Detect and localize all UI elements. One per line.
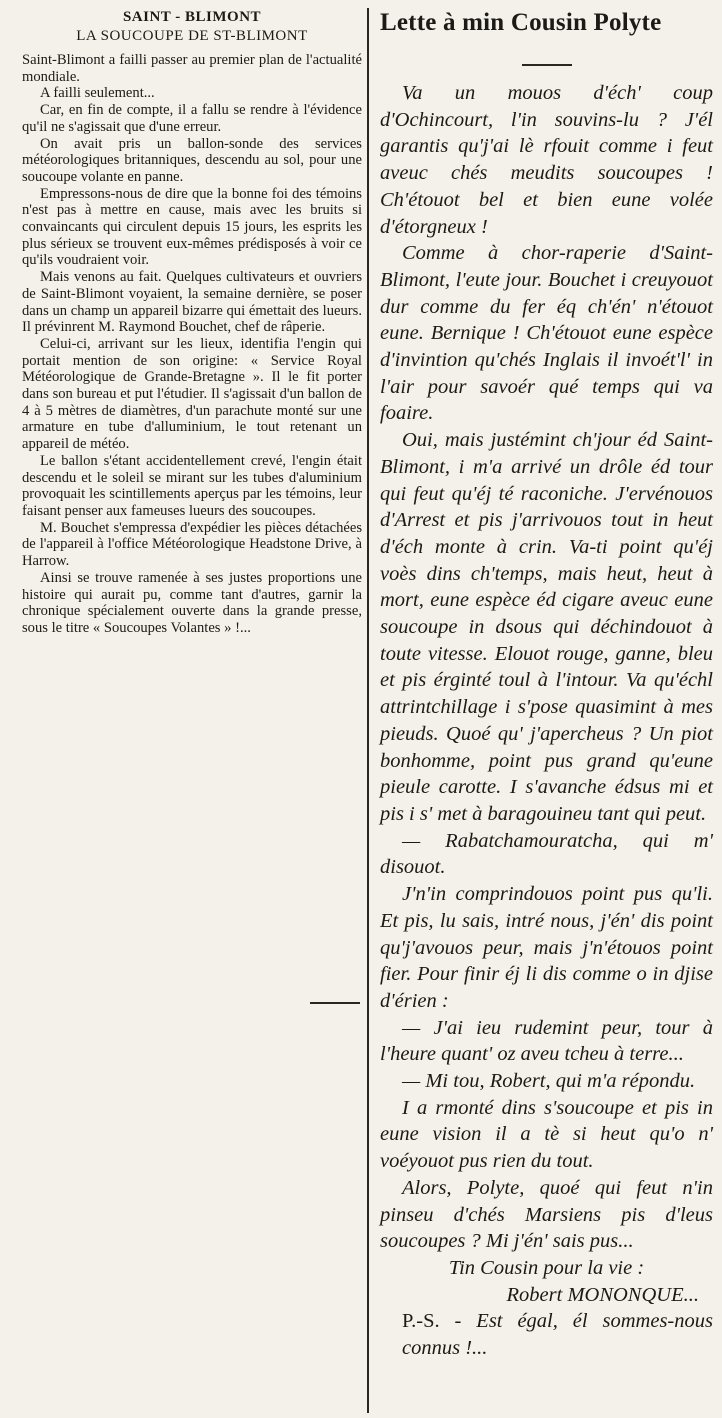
postscript-text: - Est égal, él sommes-nous connus !...: [402, 1310, 713, 1360]
title-rule: [522, 64, 572, 66]
article-paragraph: Car, en fin de compte, il a fallu se rendre à l'évidence qu'il ne s'agissait que d'une erreur.: [22, 102, 362, 135]
letter-title: Lette à min Cousin Polyte: [380, 9, 662, 36]
article-headline: LA SOUCOUPE DE ST-BLIMONT: [76, 28, 308, 44]
article-paragraph: Empressons-nous de dire que la bonne foi des témoins n'est pas à mettre en cause, mais avec les bruits si convaincants qui circulent depuis 15 jours, les esprits les plus sérieux se trouvent eux-mêmes prédisposés à voir ce qu'ils voudraient voir.: [22, 185, 362, 269]
signature-name: Robert MONONQUE...: [506, 1283, 699, 1306]
left-column-article: [22, 8, 362, 637]
letter-paragraph: — J'ai ieu rudemint peur, tour à l'heure quant' oz aveu tcheu à terre...: [380, 1016, 713, 1066]
letter-paragraph: I a rmonté dins s'soucoupe et pis in eune vision il a tè si heut qu'o n' voéyouot pus rien du tout.: [380, 1096, 713, 1173]
letter-paragraph: Comme à chor-raperie d'Saint-Blimont, l'eute jour. Bouchet i creuyouot dur comme du fer éq ch'én' n'étouot eune. Bernique ! Ch'étouot eune espèce d'invintion qu'chés Inglais il invoét'l' in l'air pour savoér qué temps qui va foaire.: [380, 242, 713, 425]
article-paragraph: M. Bouchet s'empressa d'expédier les pièces détachées de l'appareil à l'office Météorologique Headstone Drive, à Harrow.: [22, 519, 362, 570]
signature-line: Tin Cousin pour la vie :: [448, 1256, 645, 1279]
letter-paragraph: Oui, mais justémint ch'jour éd Saint-Blimont, i m'a arrivé un drôle éd tour qui feut qu'éj té raconiche. J'ervénouos d'Arrest et pis j'arrivouos tout in heut d'éch monte à crin. Va-ti point qu'éj voès dins ch'temps, mais heut, heut à mort, eune espèce éd cigare aveuc eune soucoupe in dsous qui déchindouot à toute vitesse. Elouot rouge, ganne, bleu et pis érginté toul à l'intour. Va qu'échl attrintchillage i s'pose quasimint à mes pieuds. Quoé qu' j'apercheus ? Un piot bonhomme, point pus grand qu'eune pieule carotte. I s'avanche édsus mi et pis i s' met à baragouineu tant qui peut.: [380, 429, 713, 825]
letter-paragraph: Alors, Polyte, quoé qui feut n'in pinseu d'chés Marsiens pis d'leus soucoupes ? Mi j'én' sais pus...: [380, 1176, 713, 1253]
letter-paragraph: Va un mouos d'éch' coup d'Ochincourt, l'in souvins-lu ? J'él garantis qu'j'ai lè rfouit comme i feut aveuc chés meudits soucoupes ! Ch'étouot bel et bien eune volée d'étorgneux !: [380, 82, 713, 238]
letter-paragraph: — Mi tou, Robert, qui m'a répondu.: [402, 1070, 696, 1093]
article-paragraph: Mais venons au fait. Quelques cultivateurs et ouvriers de Saint-Blimont voyaient, la semaine dernière, se poser dans un champ un appareil bizarre qui émettait des lueurs. Il prévinrent M. Raymond Bouchet, chef de râperie.: [22, 269, 362, 336]
article-paragraph: On avait pris un ballon-sonde des services météorologiques britanniques, descendu au sol, pour une soucoupe volante en panne.: [22, 135, 362, 185]
column-divider: [367, 8, 369, 1413]
section-heading: SAINT - BLIMONT: [122, 9, 262, 25]
article-end-rule: [310, 1002, 360, 1004]
article-paragraph: Ainsi se trouve ramenée à ses justes proportions une histoire qui aurait pu, comme tant d'autres, garnir la chronique spécialement ouverte dans la grande presse, sous le titre « Soucoupes Volantes » !...: [22, 569, 362, 636]
postscript: [380, 1308, 713, 1361]
article-paragraph: Saint-Blimont a failli passer au premier plan de l'actualité mondiale.: [22, 52, 362, 85]
letter-paragraph: — Rabatchamouratcha, qui m' disouot.: [380, 829, 713, 879]
postscript-label: P.-S.: [402, 1310, 440, 1333]
right-column-letter: [380, 6, 713, 1362]
article-paragraph: A failli seulement...: [40, 85, 155, 102]
letter-paragraph: J'n'in comprindouos point pus qu'li. Et pis, lu sais, intré nous, j'én' dis point qu'j'avouos peur, mais j'n'étouos point fier. Pour finir éj li dis comme o in djise d'érien :: [380, 883, 713, 1012]
article-paragraph: Celui-ci, arrivant sur les lieux, identifia l'engin qui portait mention de son origine: « Service Royal Météorologique de Grande-Bretagne ». Il le fit porter dans son bureau et put l'étudier. Il s'agissait d'un ballon de 4 à 5 mètres de diamètres, d'un parachute monté sur une armature en tube d'alluminium, le tout retenant un appareil de météo.: [22, 335, 362, 453]
article-paragraph: Le ballon s'étant accidentellement crevé, l'engin était descendu et le soleil se mirant sur les tubes d'aluminium provoquait les scintillements aperçus par les témoins, leur faisant penser aux fameuses lueurs des soucoupes.: [22, 452, 362, 519]
